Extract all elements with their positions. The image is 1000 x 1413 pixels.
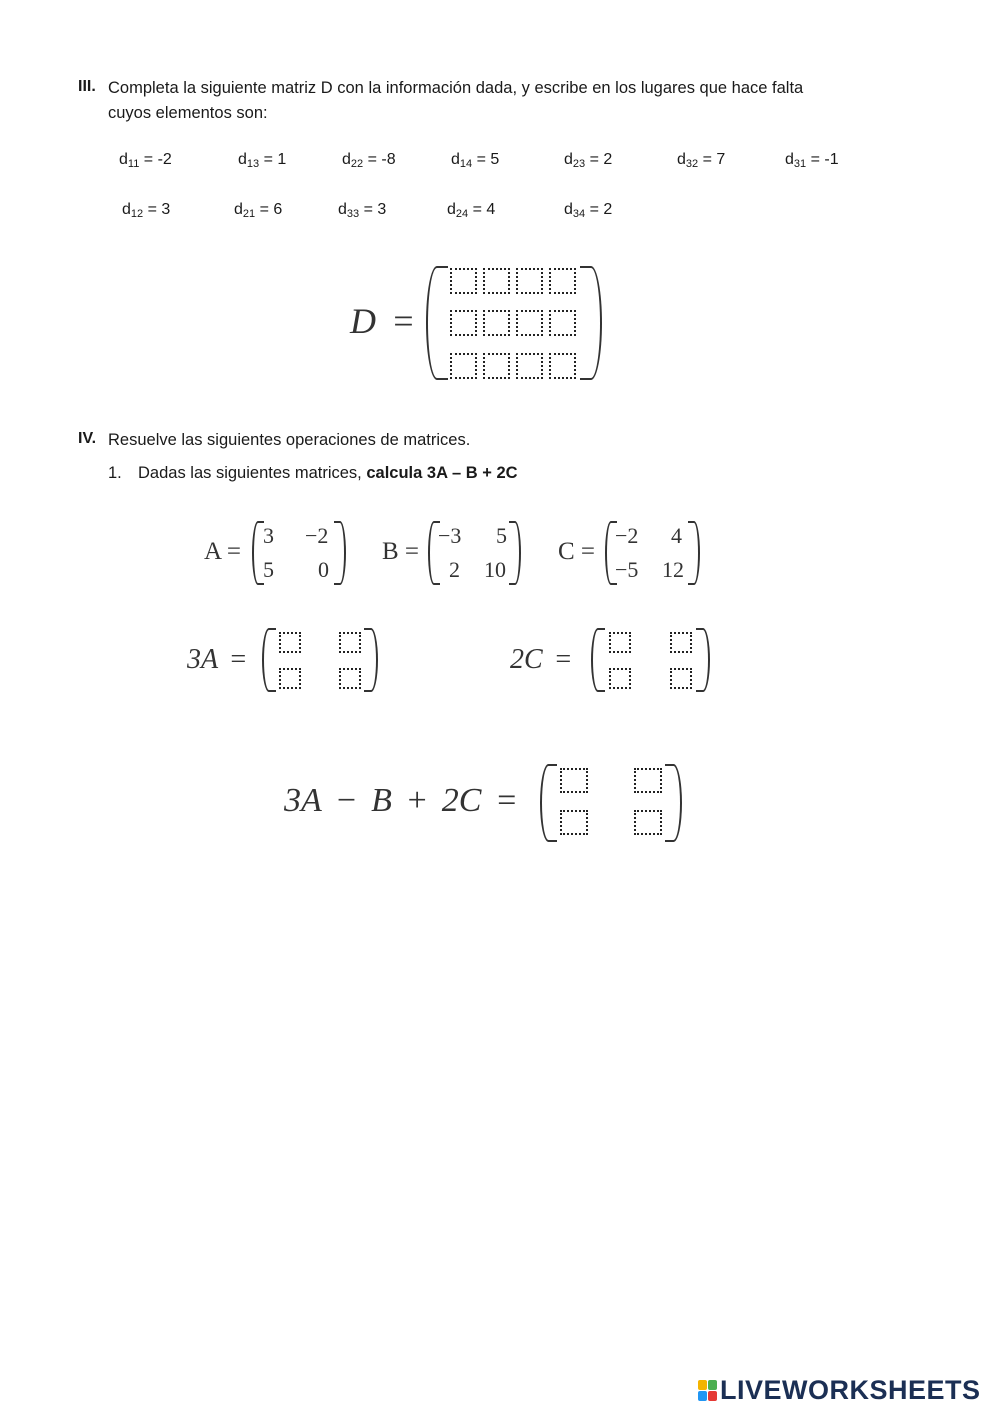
given-element: $d_{33} = 3$ bbox=[338, 201, 387, 220]
matrix-d-input-box[interactable] bbox=[483, 310, 510, 336]
matrix-d-input-box[interactable] bbox=[549, 310, 576, 336]
given-element: $d_{12} = 3$ bbox=[122, 201, 171, 220]
section-3-instruction-line2: cuyos elementos son: bbox=[108, 104, 268, 122]
matrix-c-cell: 12 bbox=[662, 557, 684, 582]
matrix-b-cell: 2 bbox=[449, 557, 460, 582]
section-3-number: III. bbox=[78, 78, 96, 95]
answer-total-label: 3A − B + 2C = bbox=[284, 782, 518, 819]
answer-3a-input-box[interactable] bbox=[279, 632, 301, 653]
given-element: $d_{34} = 2$ bbox=[564, 201, 613, 220]
given-element: $d_{13} = 1$ bbox=[238, 151, 287, 170]
answer-3a-input-box[interactable] bbox=[339, 632, 361, 653]
matrix-b-right-paren bbox=[509, 521, 521, 585]
matrix-d-input-box[interactable] bbox=[450, 268, 477, 294]
given-element: $d_{23} = 2$ bbox=[564, 151, 613, 170]
given-element: $d_{21} = 6$ bbox=[234, 201, 283, 220]
matrix-a-cell: 3 bbox=[263, 523, 274, 548]
section-4-number: IV. bbox=[78, 430, 97, 447]
answer-2c-input-box[interactable] bbox=[609, 632, 631, 653]
matrix-b-cell: 5 bbox=[496, 523, 507, 548]
section-4-instruction: Resuelve las siguientes operaciones de matrices. bbox=[108, 431, 471, 449]
item-1-text: Dadas las siguientes matrices, calcula 3A – B + 2C bbox=[138, 464, 518, 482]
given-element: $d_{32} = 7$ bbox=[677, 151, 726, 170]
matrix-a-cell: −2 bbox=[305, 523, 329, 548]
matrix-c-cell: 4 bbox=[671, 523, 682, 548]
logo-square bbox=[708, 1380, 717, 1390]
matrix-d-input-box[interactable] bbox=[549, 353, 576, 379]
answer-total-input-box[interactable] bbox=[634, 768, 662, 793]
logo-square bbox=[698, 1391, 707, 1401]
given-element: $d_{11} = -2$ bbox=[119, 151, 172, 170]
given-element: $d_{24} = 4$ bbox=[447, 201, 496, 220]
answer-total-input-box[interactable] bbox=[560, 768, 588, 793]
matrix-a-right-paren bbox=[334, 521, 346, 585]
matrix-d-input-box[interactable] bbox=[516, 310, 543, 336]
liveworksheets-logo-icon bbox=[698, 1380, 718, 1402]
matrix-d-input-box[interactable] bbox=[483, 353, 510, 379]
answer-3a-input-box[interactable] bbox=[339, 668, 361, 689]
matrix-d-input-box[interactable] bbox=[549, 268, 576, 294]
answer-2c-input-box[interactable] bbox=[670, 668, 692, 689]
answer-2c-input-box[interactable] bbox=[670, 632, 692, 653]
section-3-instruction-line1: Completa la siguiente matriz D con la información dada, y escribe en los lugares que hace falta bbox=[108, 79, 804, 97]
answer-2c-right-paren bbox=[696, 628, 710, 692]
matrix-c-cell: −2 bbox=[615, 523, 639, 548]
item-1-number: 1. bbox=[108, 464, 122, 482]
answer-total-input-box[interactable] bbox=[634, 810, 662, 835]
matrix-b-label: B = bbox=[382, 538, 420, 565]
matrix-b-cell: 10 bbox=[484, 557, 506, 582]
answer-3a-left-paren bbox=[262, 628, 276, 692]
matrix-d-input-box[interactable] bbox=[450, 353, 477, 379]
liveworksheets-logo bbox=[698, 1375, 981, 1406]
matrix-d-input-box[interactable] bbox=[450, 310, 477, 336]
matrix-d-input-box[interactable] bbox=[483, 268, 510, 294]
answer-total-left-paren bbox=[540, 764, 557, 842]
matrix-c-label: C = bbox=[558, 538, 596, 565]
answer-2c-left-paren bbox=[591, 628, 605, 692]
logo-square bbox=[698, 1380, 707, 1390]
matrix-c-right-paren bbox=[688, 521, 700, 585]
answer-total-right-paren bbox=[665, 764, 682, 842]
matrix-a-cell: 5 bbox=[263, 557, 274, 582]
matrix-d-input-box[interactable] bbox=[516, 268, 543, 294]
matrix-a-label: A = bbox=[204, 538, 242, 565]
answer-total-input-box[interactable] bbox=[560, 810, 588, 835]
matrix-a-cell: 0 bbox=[318, 557, 329, 582]
answer-3a-label: 3A = bbox=[187, 644, 248, 675]
matrix-d-input-box[interactable] bbox=[516, 353, 543, 379]
matrix-d-right-paren bbox=[580, 266, 602, 380]
given-element: $d_{22} = -8$ bbox=[342, 151, 396, 170]
matrix-d-label: D = bbox=[350, 301, 416, 341]
answer-2c-input-box[interactable] bbox=[609, 668, 631, 689]
answer-3a-input-box[interactable] bbox=[279, 668, 301, 689]
matrix-d-left-paren bbox=[426, 266, 448, 380]
given-element: $d_{31} = -1$ bbox=[785, 151, 839, 170]
answer-2c-label: 2C = bbox=[510, 644, 573, 675]
matrix-b-cell: −3 bbox=[438, 523, 462, 548]
liveworksheets-logo-text: LIVEWORKSHEETS bbox=[720, 1375, 981, 1405]
logo-square bbox=[708, 1391, 717, 1401]
given-element: $d_{14} = 5$ bbox=[451, 151, 500, 170]
answer-3a-right-paren bbox=[364, 628, 378, 692]
matrix-c-cell: −5 bbox=[615, 557, 639, 582]
